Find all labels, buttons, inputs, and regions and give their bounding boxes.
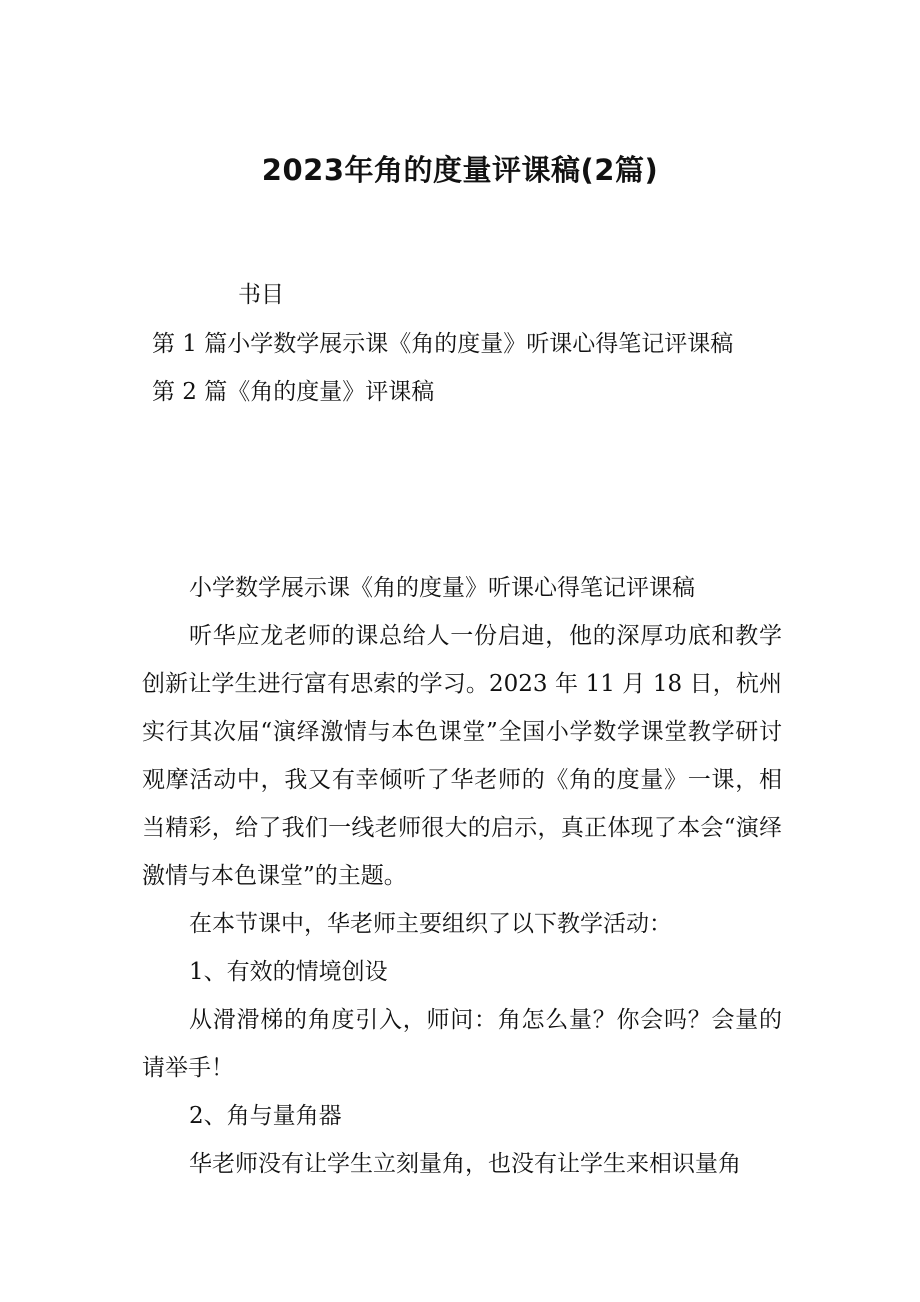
- list-heading: 2、角与量角器: [189, 1103, 342, 1129]
- list-heading: 1、有效的情境创设: [189, 959, 388, 985]
- toc-item: 第 1 篇小学数学展示课《角的度量》听课心得笔记评课稿: [152, 331, 734, 357]
- section-heading: 小学数学展示课《角的度量》听课心得笔记评课稿: [189, 575, 695, 601]
- body-paragraph: 华老师没有让学生立刻量角，也没有让学生来相识量角: [189, 1151, 741, 1177]
- toc-heading: 书目: [238, 282, 284, 308]
- document-body: [142, 564, 782, 1188]
- body-paragraph: 从滑滑梯的角度引入，师问：角怎么量？你会吗？会量的请举手！: [142, 1007, 782, 1081]
- body-paragraph: 听华应龙老师的课总给人一份启迪，他的深厚功底和教学创新让学生进行富有思索的学习。2023 年 11 月 18 日，杭州实行其次届“演绎激情与本色课堂”全国小学数学课堂教学研讨观摩活动中，我又有幸倾听了华老师的《角的度量》一课，相当精彩，给了我们一线老师很大的启示，真正体现了本会“演绎激情与本色课堂”的主题。: [142, 623, 782, 889]
- document-title: 2023年角的度量评课稿(2篇): [261, 153, 659, 187]
- body-paragraph: 在本节课中，华老师主要组织了以下教学活动：: [189, 911, 672, 937]
- toc-item: 第 2 篇《角的度量》评课稿: [152, 379, 435, 405]
